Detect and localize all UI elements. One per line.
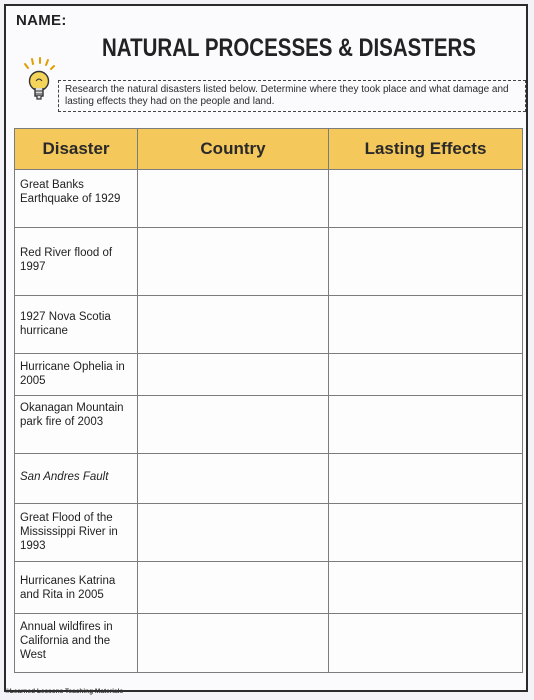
table-header-row <box>15 129 523 170</box>
table-row <box>15 562 523 614</box>
disaster-cell <box>15 228 138 296</box>
table-row <box>15 296 523 354</box>
lasting-effects-cell[interactable] <box>329 296 523 354</box>
disaster-name: Annual wildfires in California and the West <box>20 621 113 661</box>
disaster-cell <box>15 504 138 562</box>
table-row <box>15 170 523 228</box>
lasting-effects-cell[interactable] <box>329 504 523 562</box>
table-row <box>15 614 523 673</box>
lasting-effects-cell[interactable] <box>329 396 523 454</box>
disaster-name: Great Flood of the Mississippi River in 1993 <box>20 512 118 552</box>
table-row <box>15 454 523 504</box>
column-header-disaster: Disaster <box>15 129 138 170</box>
disaster-cell <box>15 454 138 504</box>
disaster-name: Red River flood of 1997 <box>20 247 113 273</box>
disaster-cell <box>15 614 138 673</box>
country-cell[interactable] <box>138 454 329 504</box>
country-cell[interactable] <box>138 562 329 614</box>
disaster-name: Hurricane Ophelia in 2005 <box>20 361 125 387</box>
country-cell[interactable] <box>138 296 329 354</box>
instructions-box: Research the natural disasters listed below. Determine where they took place and what damage and lasting effects they had on the people and land. <box>58 80 526 112</box>
disaster-name: Great Banks Earthquake of 1929 <box>20 179 121 205</box>
country-cell[interactable] <box>138 396 329 454</box>
disaster-cell <box>15 354 138 396</box>
country-cell[interactable] <box>138 504 329 562</box>
lasting-effects-cell[interactable] <box>329 228 523 296</box>
country-cell[interactable] <box>138 170 329 228</box>
lasting-effects-cell[interactable] <box>329 454 523 504</box>
lasting-effects-cell[interactable] <box>329 614 523 673</box>
page-title: NATURAL PROCESSES & DISASTERS <box>102 34 476 62</box>
lasting-effects-cell[interactable] <box>329 170 523 228</box>
disaster-cell <box>15 396 138 454</box>
column-header-lasting-effects: Lasting Effects <box>329 129 523 170</box>
table-row <box>15 354 523 396</box>
lasting-effects-cell[interactable] <box>329 562 523 614</box>
table-row <box>15 396 523 454</box>
country-cell[interactable] <box>138 354 329 396</box>
disasters-table <box>14 128 523 673</box>
country-cell[interactable] <box>138 228 329 296</box>
lightbulb-icon <box>18 54 58 108</box>
lasting-effects-cell[interactable] <box>329 354 523 396</box>
disaster-cell <box>15 562 138 614</box>
disaster-name: Okanagan Mountain park fire of 2003 <box>20 402 124 428</box>
table-row <box>15 228 523 296</box>
table-row <box>15 504 523 562</box>
disaster-name: Hurricanes Katrina and Rita in 2005 <box>20 575 116 601</box>
copyright-footer: ©Learned Lessons Teaching Materials <box>5 688 124 695</box>
disaster-name: San Andres Fault <box>20 471 109 483</box>
disaster-cell <box>15 170 138 228</box>
disaster-cell <box>15 296 138 354</box>
disaster-name: 1927 Nova Scotia hurricane <box>20 311 111 337</box>
column-header-country: Country <box>138 129 329 170</box>
country-cell[interactable] <box>138 614 329 673</box>
name-label: NAME: <box>16 12 67 29</box>
